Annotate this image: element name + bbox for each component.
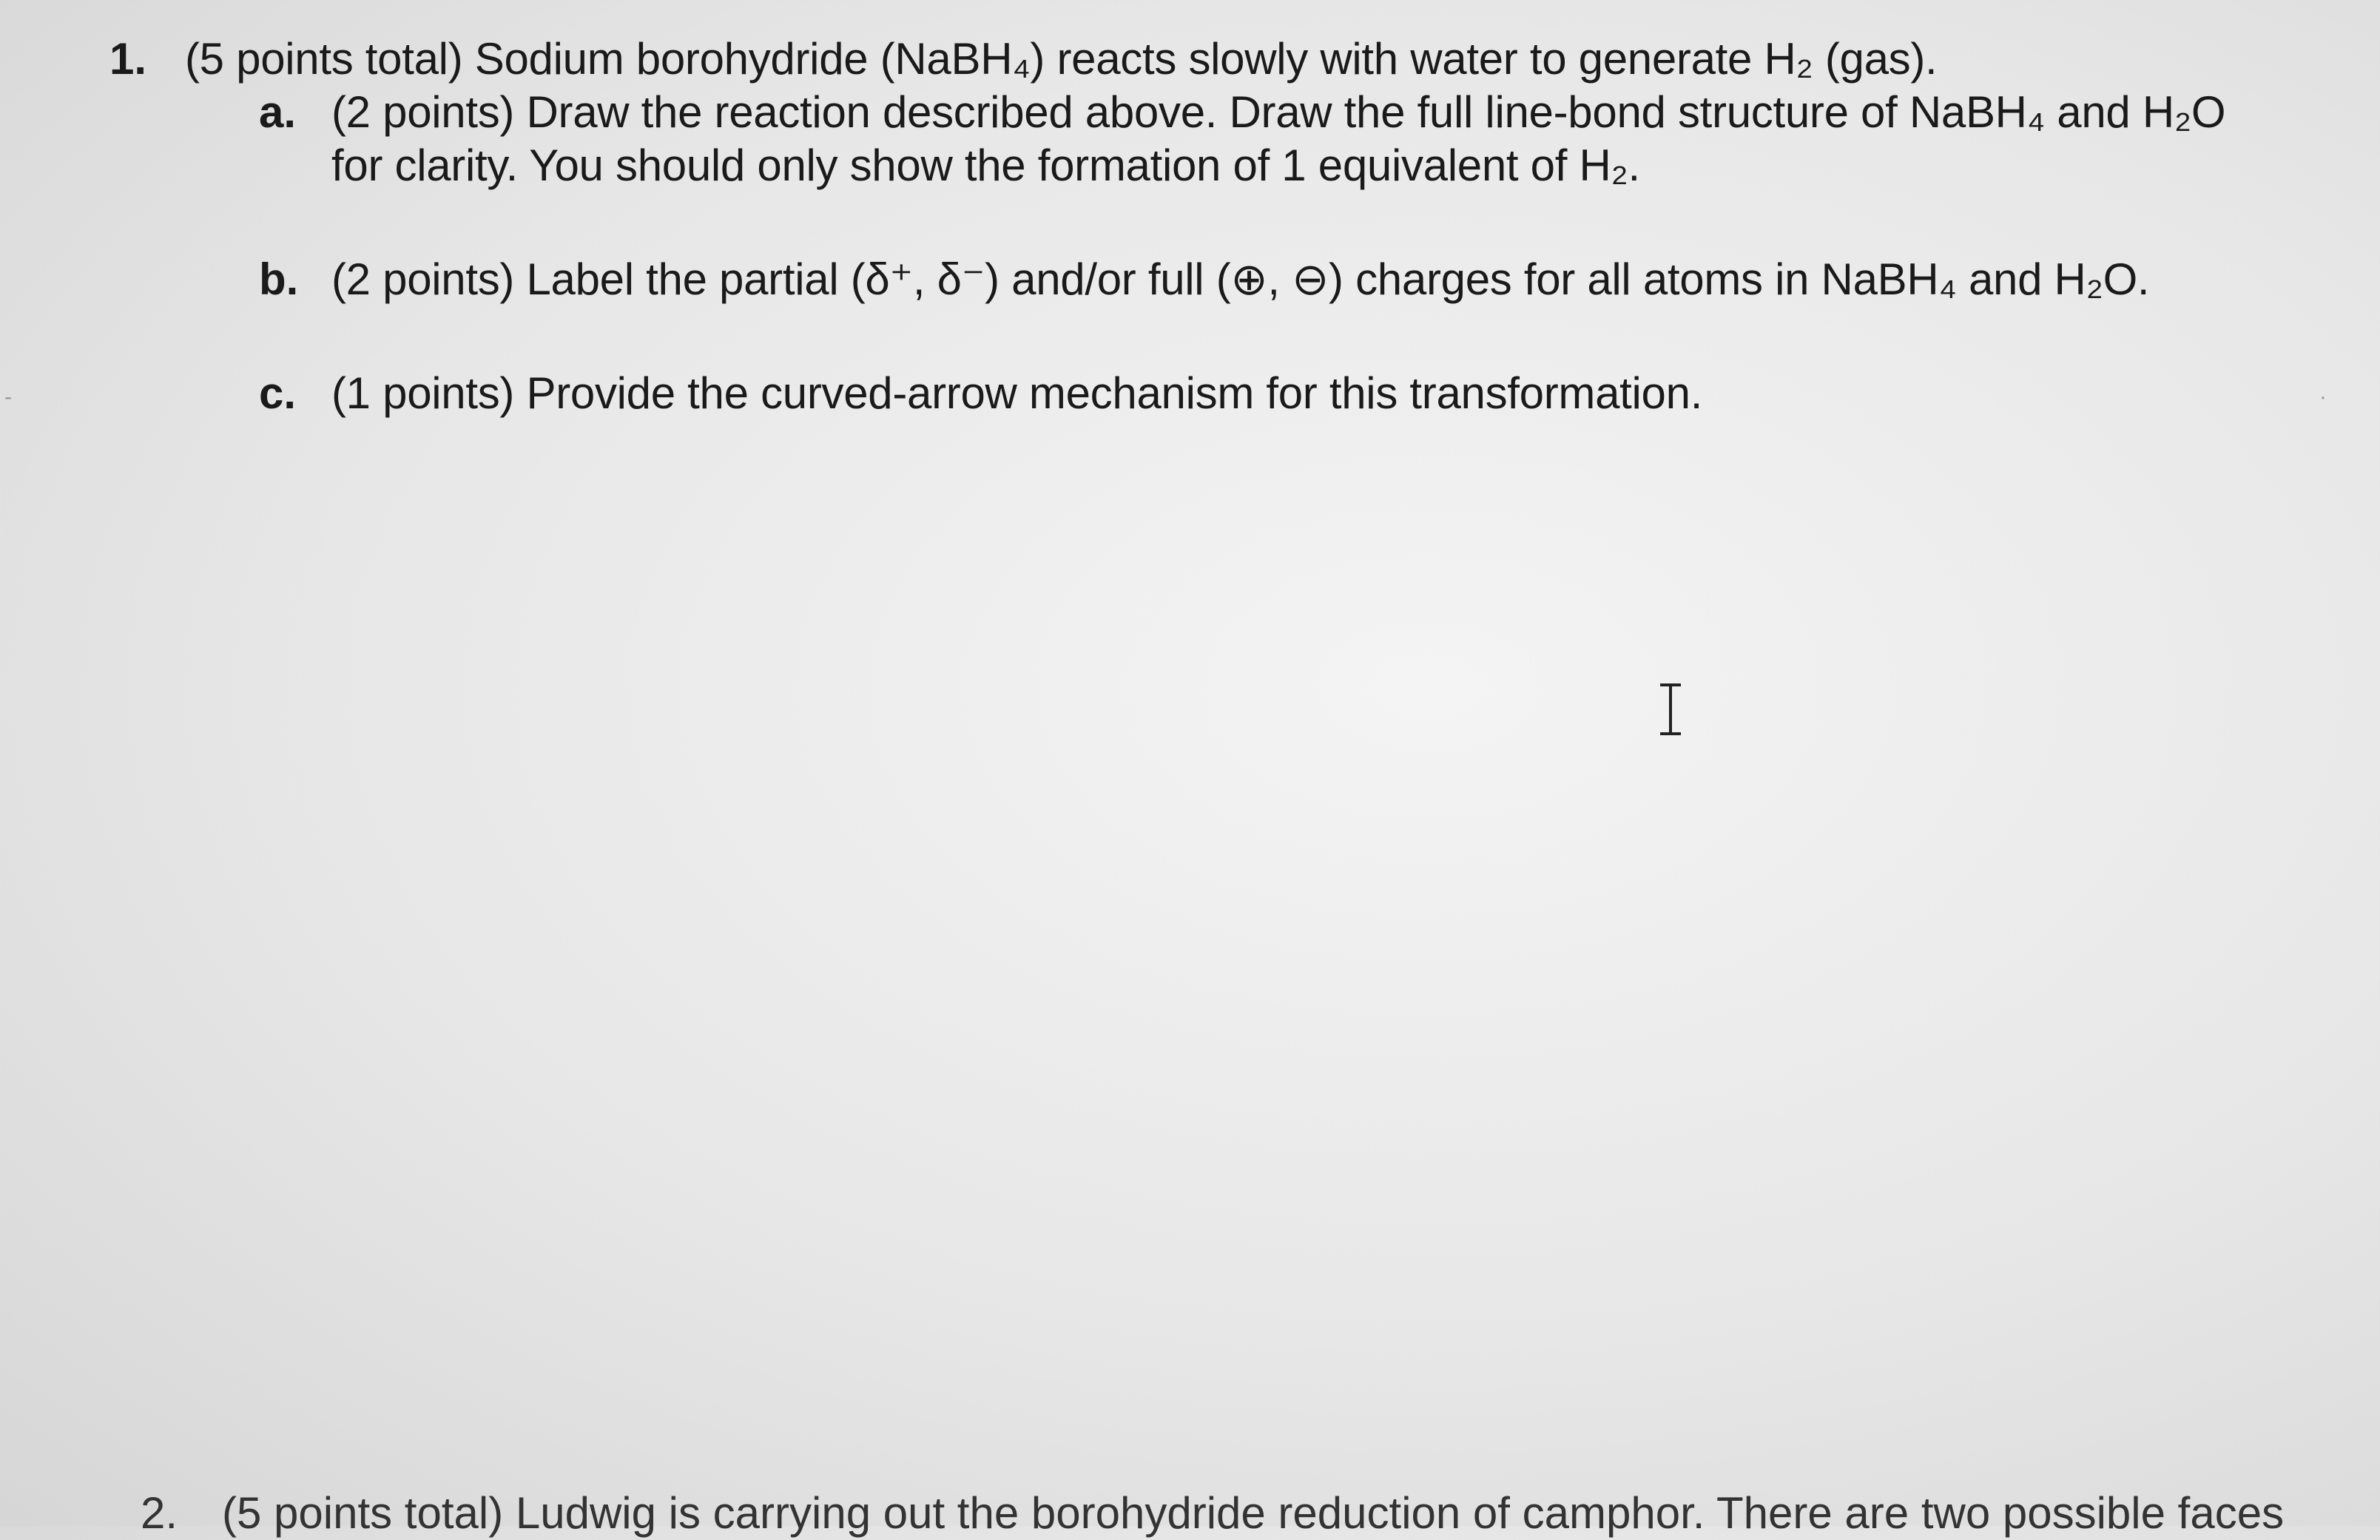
part-c-letter: c. [259,368,297,418]
next-question-text: (5 points total) Ludwig is carrying out the borohydride reduction of camphor. There are two possible faces [222,1488,2285,1538]
part-c-text: (1 points) Provide the curved-arrow mechanism for this transformation. [331,368,1703,418]
part-a-text-line2: for clarity. You should only show the formation of 1 equivalent of H₂. [331,141,1640,190]
part-a-letter: a. [259,87,297,137]
question-number: 1. [109,34,147,84]
text-cursor-icon [1656,680,1685,740]
part-b-text: (2 points) Label the partial (δ⁺, δ⁻) and/or full (⊕, ⊖) charges for all atoms in NaBH₄ and H₂O. [331,254,2150,304]
edge-mark: · [2319,385,2327,409]
edge-mark: - [4,385,12,409]
part-b-letter: b. [259,254,299,304]
part-a-text-line1: (2 points) Draw the reaction described above. Draw the full line-bond structure of NaBH₄ and H₂O [331,87,2226,137]
question-text: (5 points total) Sodium borohydride (NaBH₄) reacts slowly with water to generate H₂ (gas). [185,34,1938,84]
next-question-number: 2. [141,1488,178,1538]
